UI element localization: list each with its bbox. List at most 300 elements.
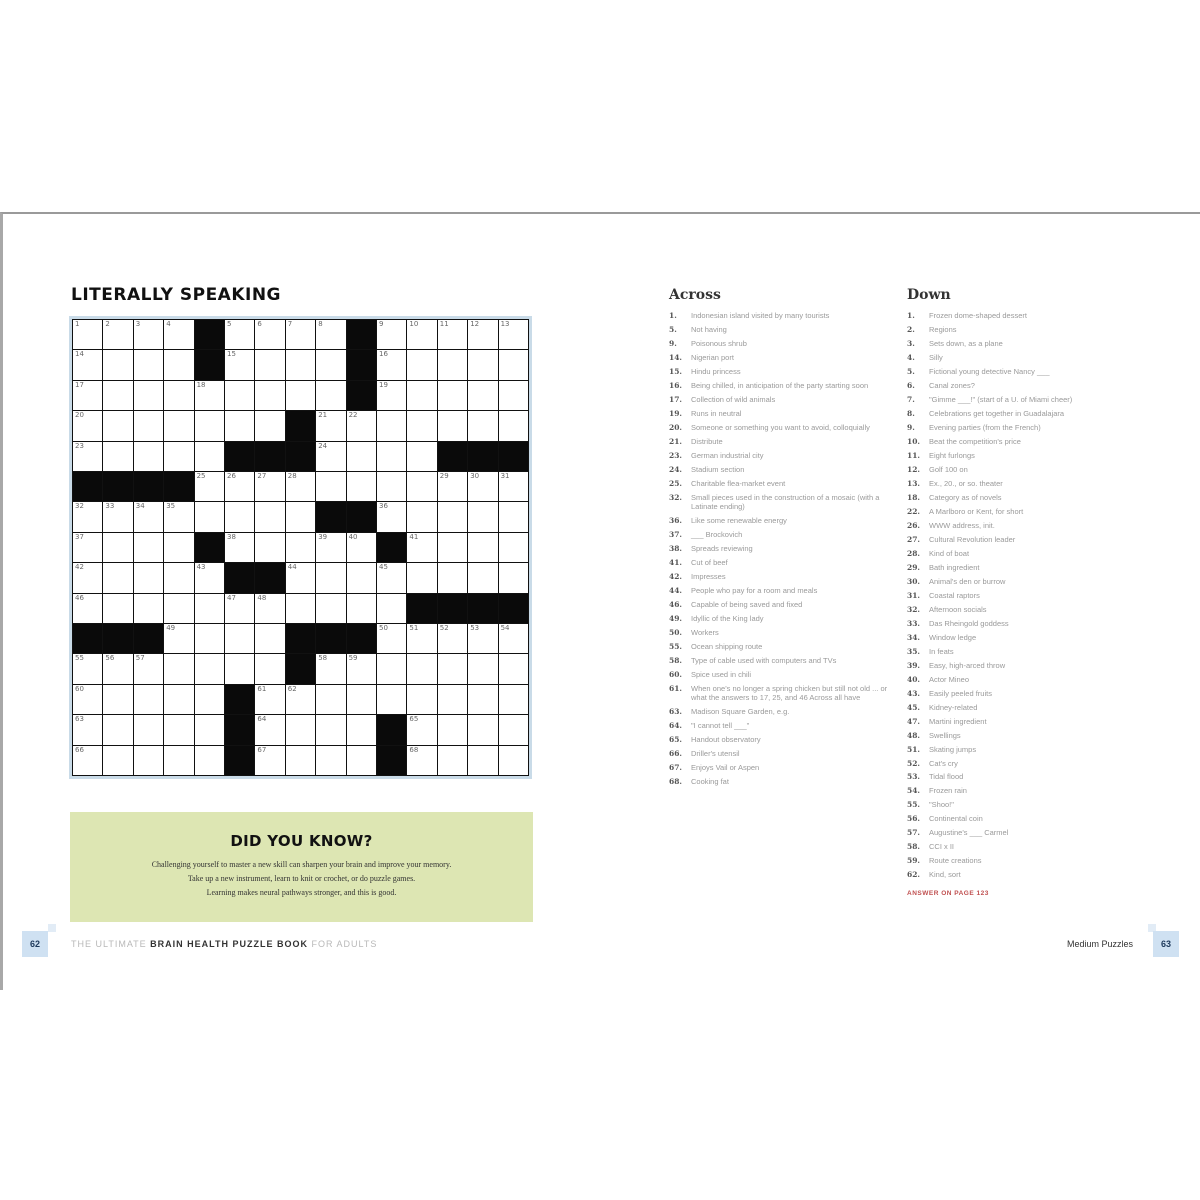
grid-cell[interactable] bbox=[134, 654, 163, 683]
grid-cell[interactable] bbox=[103, 563, 132, 592]
grid-cell[interactable] bbox=[286, 563, 315, 592]
cell-number: 37 bbox=[75, 532, 84, 541]
grid-cell[interactable] bbox=[438, 685, 467, 714]
grid-cell[interactable] bbox=[134, 715, 163, 744]
clue-item bbox=[907, 493, 1127, 502]
grid-cell[interactable] bbox=[407, 563, 436, 592]
clue-item bbox=[669, 530, 899, 539]
grid-cell[interactable] bbox=[225, 502, 254, 531]
cell-number: 20 bbox=[75, 411, 84, 420]
grid-cell[interactable] bbox=[438, 381, 467, 410]
clue-number: 11. bbox=[907, 450, 921, 460]
grid-cell[interactable] bbox=[134, 533, 163, 562]
grid-cell[interactable] bbox=[499, 746, 528, 775]
clue-number: 42. bbox=[669, 572, 683, 582]
clue-item bbox=[907, 549, 1127, 558]
grid-cell[interactable] bbox=[407, 502, 436, 531]
grid-cell[interactable] bbox=[438, 746, 467, 775]
grid-cell[interactable] bbox=[73, 715, 102, 744]
grid-cell[interactable] bbox=[407, 442, 436, 471]
clue-number: 18. bbox=[907, 492, 921, 502]
grid-cell[interactable] bbox=[134, 746, 163, 775]
grid-cell[interactable] bbox=[164, 320, 193, 349]
grid-cell[interactable] bbox=[347, 442, 376, 471]
grid-cell[interactable] bbox=[73, 350, 102, 379]
grid-cell[interactable] bbox=[499, 624, 528, 653]
grid-cell[interactable] bbox=[73, 563, 102, 592]
clue-number: 5. bbox=[669, 324, 677, 334]
clue-number: 1. bbox=[669, 311, 677, 320]
cell-number: 24 bbox=[318, 441, 328, 450]
grid-cell[interactable] bbox=[347, 715, 376, 744]
grid-cell[interactable] bbox=[468, 350, 497, 379]
grid-cell[interactable] bbox=[468, 654, 497, 683]
grid-block bbox=[407, 594, 436, 623]
grid-cell[interactable] bbox=[103, 381, 132, 410]
grid-cell[interactable] bbox=[164, 381, 193, 410]
clue-number: 31. bbox=[907, 590, 921, 600]
clue-text: Type of cable used with computers and TVs bbox=[691, 655, 837, 665]
cell-number: 42 bbox=[75, 563, 84, 572]
clue-item bbox=[907, 856, 1127, 865]
grid-cell[interactable] bbox=[438, 472, 467, 501]
grid-cell[interactable] bbox=[468, 563, 497, 592]
grid-block bbox=[73, 624, 102, 653]
grid-cell[interactable] bbox=[225, 472, 254, 501]
grid-cell[interactable] bbox=[377, 442, 406, 471]
grid-cell[interactable] bbox=[164, 411, 193, 440]
clue-text: Cut of beef bbox=[691, 558, 728, 568]
book-title-footer bbox=[71, 939, 377, 949]
grid-cell[interactable] bbox=[499, 472, 528, 501]
grid-cell[interactable] bbox=[316, 381, 345, 410]
clue-item bbox=[669, 339, 899, 348]
cell-number: 28 bbox=[287, 471, 297, 480]
cell-number: 66 bbox=[75, 745, 84, 754]
clue-number: 65. bbox=[669, 735, 683, 745]
down-clue-list bbox=[907, 311, 1127, 880]
clue-item bbox=[907, 409, 1127, 418]
grid-cell[interactable] bbox=[195, 746, 224, 775]
grid-cell[interactable] bbox=[286, 594, 315, 623]
clue-item bbox=[907, 689, 1127, 698]
clue-item bbox=[907, 605, 1127, 614]
grid-cell[interactable] bbox=[468, 685, 497, 714]
grid-cell[interactable] bbox=[377, 502, 406, 531]
book-title-bold: BRAIN HEALTH PUZZLE BOOK bbox=[150, 939, 308, 949]
grid-cell[interactable] bbox=[407, 381, 436, 410]
grid-cell[interactable] bbox=[407, 472, 436, 501]
grid-cell[interactable] bbox=[164, 685, 193, 714]
grid-cell[interactable] bbox=[103, 715, 132, 744]
grid-cell[interactable] bbox=[195, 411, 224, 440]
grid-cell[interactable] bbox=[255, 715, 284, 744]
grid-block bbox=[286, 442, 315, 471]
grid-cell[interactable] bbox=[73, 654, 102, 683]
grid-cell[interactable] bbox=[103, 533, 132, 562]
clue-text: Afternoon socials bbox=[929, 604, 987, 614]
grid-cell[interactable] bbox=[195, 594, 224, 623]
grid-cell[interactable] bbox=[316, 715, 345, 744]
grid-cell[interactable] bbox=[316, 654, 345, 683]
grid-cell[interactable] bbox=[377, 350, 406, 379]
grid-cell[interactable] bbox=[438, 533, 467, 562]
cell-number: 53 bbox=[470, 623, 480, 632]
clue-number: 1. bbox=[907, 311, 915, 320]
grid-cell[interactable] bbox=[407, 685, 436, 714]
grid-cell[interactable] bbox=[164, 594, 193, 623]
grid-cell[interactable] bbox=[316, 411, 345, 440]
grid-cell[interactable] bbox=[103, 411, 132, 440]
grid-cell[interactable] bbox=[225, 624, 254, 653]
grid-cell[interactable] bbox=[286, 715, 315, 744]
grid-cell[interactable] bbox=[195, 442, 224, 471]
grid-cell[interactable] bbox=[164, 654, 193, 683]
clue-item bbox=[669, 558, 899, 567]
clue-number: 46. bbox=[669, 599, 683, 609]
grid-cell[interactable] bbox=[134, 442, 163, 471]
book-title-pre: THE ULTIMATE bbox=[71, 939, 151, 949]
grid-cell[interactable] bbox=[377, 411, 406, 440]
grid-cell[interactable] bbox=[164, 533, 193, 562]
grid-cell[interactable] bbox=[255, 320, 284, 349]
clue-text: Handout observatory bbox=[691, 735, 761, 745]
clue-number: 15. bbox=[669, 366, 683, 376]
grid-cell[interactable] bbox=[73, 381, 102, 410]
grid-cell[interactable] bbox=[468, 472, 497, 501]
grid-cell[interactable] bbox=[255, 350, 284, 379]
grid-cell[interactable] bbox=[255, 411, 284, 440]
grid-cell[interactable] bbox=[468, 624, 497, 653]
grid-cell[interactable] bbox=[134, 350, 163, 379]
grid-cell[interactable] bbox=[499, 563, 528, 592]
grid-cell[interactable] bbox=[73, 746, 102, 775]
grid-cell[interactable] bbox=[468, 502, 497, 531]
grid-cell[interactable] bbox=[468, 381, 497, 410]
clue-number: 2. bbox=[907, 324, 915, 334]
clue-number: 4. bbox=[907, 352, 915, 362]
grid-cell[interactable] bbox=[499, 715, 528, 744]
grid-cell[interactable] bbox=[134, 685, 163, 714]
grid-cell[interactable] bbox=[468, 533, 497, 562]
clue-number: 3. bbox=[907, 338, 915, 348]
clue-text: Window ledge bbox=[929, 632, 977, 642]
clue-text: Silly bbox=[929, 352, 943, 362]
cell-number: 50 bbox=[378, 623, 388, 632]
grid-cell[interactable] bbox=[407, 411, 436, 440]
grid-cell[interactable] bbox=[73, 685, 102, 714]
grid-cell[interactable] bbox=[438, 502, 467, 531]
grid-cell[interactable] bbox=[347, 746, 376, 775]
grid-cell[interactable] bbox=[286, 320, 315, 349]
grid-block bbox=[316, 502, 345, 531]
grid-block bbox=[134, 472, 163, 501]
clue-number: 12. bbox=[907, 464, 921, 474]
grid-cell[interactable] bbox=[255, 472, 284, 501]
grid-cell[interactable] bbox=[73, 502, 102, 531]
clue-item bbox=[669, 642, 899, 651]
grid-cell[interactable] bbox=[499, 533, 528, 562]
grid-cell[interactable] bbox=[255, 594, 284, 623]
grid-cell[interactable] bbox=[255, 624, 284, 653]
grid-cell[interactable] bbox=[255, 381, 284, 410]
clue-item bbox=[907, 842, 1127, 851]
did-you-know-line: Challenging yourself to master a new skill can sharpen your brain and improve your memory. bbox=[151, 860, 452, 869]
cell-number: 22 bbox=[348, 411, 358, 420]
grid-cell[interactable] bbox=[164, 746, 193, 775]
grid-block bbox=[225, 442, 254, 471]
clue-item bbox=[907, 675, 1127, 684]
clue-text: "Shoo!" bbox=[929, 800, 954, 810]
grid-cell[interactable] bbox=[134, 411, 163, 440]
grid-cell[interactable] bbox=[347, 594, 376, 623]
grid-cell[interactable] bbox=[438, 563, 467, 592]
grid-cell[interactable] bbox=[195, 624, 224, 653]
grid-cell[interactable] bbox=[468, 320, 497, 349]
grid-cell[interactable] bbox=[255, 533, 284, 562]
grid-cell[interactable] bbox=[407, 654, 436, 683]
clue-number: 30. bbox=[907, 576, 921, 586]
grid-cell[interactable] bbox=[73, 411, 102, 440]
grid-cell[interactable] bbox=[316, 746, 345, 775]
grid-cell[interactable] bbox=[195, 654, 224, 683]
grid-cell[interactable] bbox=[316, 533, 345, 562]
grid-cell[interactable] bbox=[316, 563, 345, 592]
grid-cell[interactable] bbox=[103, 320, 132, 349]
cell-number: 4 bbox=[166, 320, 171, 328]
grid-cell[interactable] bbox=[286, 350, 315, 379]
grid-cell[interactable] bbox=[377, 685, 406, 714]
grid-cell[interactable] bbox=[103, 502, 132, 531]
clue-item bbox=[669, 367, 899, 376]
cell-number: 25 bbox=[196, 471, 206, 480]
grid-cell[interactable] bbox=[438, 320, 467, 349]
grid-cell[interactable] bbox=[255, 746, 284, 775]
clue-number: 36. bbox=[669, 516, 683, 526]
grid-cell[interactable] bbox=[73, 533, 102, 562]
grid-cell[interactable] bbox=[438, 350, 467, 379]
grid-cell[interactable] bbox=[164, 715, 193, 744]
grid-cell[interactable] bbox=[286, 381, 315, 410]
grid-cell[interactable] bbox=[103, 594, 132, 623]
grid-cell[interactable] bbox=[407, 320, 436, 349]
grid-cell[interactable] bbox=[286, 685, 315, 714]
grid-cell[interactable] bbox=[499, 685, 528, 714]
grid-cell[interactable] bbox=[407, 746, 436, 775]
clue-text: Cooking fat bbox=[691, 777, 729, 787]
clue-text: Regions bbox=[929, 324, 957, 334]
clue-item bbox=[907, 353, 1127, 362]
clue-number: 56. bbox=[907, 814, 921, 824]
clue-number: 59. bbox=[907, 856, 921, 866]
grid-cell[interactable] bbox=[134, 381, 163, 410]
clue-number: 45. bbox=[907, 702, 921, 712]
grid-cell[interactable] bbox=[286, 502, 315, 531]
grid-cell[interactable] bbox=[195, 715, 224, 744]
grid-cell[interactable] bbox=[164, 350, 193, 379]
grid-cell[interactable] bbox=[103, 685, 132, 714]
grid-cell[interactable] bbox=[286, 533, 315, 562]
clue-item bbox=[669, 516, 899, 525]
grid-cell[interactable] bbox=[438, 411, 467, 440]
grid-cell[interactable] bbox=[225, 594, 254, 623]
grid-cell[interactable] bbox=[499, 320, 528, 349]
grid-cell[interactable] bbox=[499, 502, 528, 531]
book-title-post: FOR ADULTS bbox=[308, 939, 378, 949]
grid-cell[interactable] bbox=[134, 563, 163, 592]
grid-cell[interactable] bbox=[255, 654, 284, 683]
clue-item bbox=[907, 367, 1127, 376]
grid-cell[interactable] bbox=[316, 350, 345, 379]
cell-number: 48 bbox=[257, 593, 267, 602]
grid-cell[interactable] bbox=[438, 715, 467, 744]
clue-text: People who pay for a room and meals bbox=[691, 586, 818, 595]
grid-cell[interactable] bbox=[499, 411, 528, 440]
cell-number: 5 bbox=[226, 320, 232, 328]
clue-number: 54. bbox=[907, 786, 921, 796]
grid-cell[interactable] bbox=[407, 715, 436, 744]
grid-cell[interactable] bbox=[164, 624, 193, 653]
grid-cell[interactable] bbox=[286, 746, 315, 775]
grid-block bbox=[347, 381, 376, 410]
clue-item bbox=[907, 703, 1127, 712]
clue-text: Spice used in chili bbox=[691, 669, 752, 679]
cell-number: 51 bbox=[409, 623, 419, 632]
grid-cell[interactable] bbox=[377, 594, 406, 623]
grid-cell[interactable] bbox=[347, 411, 376, 440]
grid-cell[interactable] bbox=[407, 624, 436, 653]
clue-text: Not having bbox=[691, 324, 727, 334]
clue-item bbox=[907, 814, 1127, 823]
clue-number: 39. bbox=[907, 660, 921, 670]
grid-cell[interactable] bbox=[225, 533, 254, 562]
grid-cell[interactable] bbox=[225, 350, 254, 379]
grid-block bbox=[255, 442, 284, 471]
grid-cell[interactable] bbox=[225, 381, 254, 410]
clue-item bbox=[907, 745, 1127, 754]
grid-cell[interactable] bbox=[468, 746, 497, 775]
clue-text: Frozen dome-shaped dessert bbox=[929, 311, 1027, 320]
clue-text: ___ Brockovich bbox=[691, 530, 743, 540]
grid-cell[interactable] bbox=[316, 685, 345, 714]
cell-number: 15 bbox=[226, 350, 236, 359]
grid-cell[interactable] bbox=[225, 654, 254, 683]
grid-cell[interactable] bbox=[286, 472, 315, 501]
grid-cell[interactable] bbox=[73, 442, 102, 471]
clue-text: Cultural Revolution leader bbox=[929, 534, 1016, 544]
grid-cell[interactable] bbox=[316, 320, 345, 349]
grid-cell[interactable] bbox=[347, 533, 376, 562]
clue-text: Skating jumps bbox=[929, 744, 977, 754]
clue-item bbox=[907, 311, 1127, 320]
grid-cell[interactable] bbox=[377, 563, 406, 592]
grid-cell[interactable] bbox=[103, 654, 132, 683]
clue-item bbox=[907, 395, 1127, 404]
cell-number: 62 bbox=[287, 684, 297, 693]
grid-cell[interactable] bbox=[195, 685, 224, 714]
grid-cell[interactable] bbox=[103, 442, 132, 471]
grid-cell[interactable] bbox=[407, 533, 436, 562]
grid-cell[interactable] bbox=[438, 654, 467, 683]
grid-cell[interactable] bbox=[377, 381, 406, 410]
grid-cell[interactable] bbox=[134, 594, 163, 623]
grid-cell[interactable] bbox=[377, 654, 406, 683]
clue-text: Impresses bbox=[691, 572, 726, 582]
clue-number: 58. bbox=[669, 655, 683, 665]
grid-cell[interactable] bbox=[377, 320, 406, 349]
cell-number: 46 bbox=[75, 593, 84, 602]
clue-number: 60. bbox=[669, 669, 683, 679]
grid-cell[interactable] bbox=[347, 685, 376, 714]
grid-cell[interactable] bbox=[134, 320, 163, 349]
grid-cell[interactable] bbox=[377, 472, 406, 501]
grid-cell[interactable] bbox=[225, 411, 254, 440]
grid-cell[interactable] bbox=[316, 594, 345, 623]
grid-cell[interactable] bbox=[73, 594, 102, 623]
clue-item bbox=[907, 647, 1127, 656]
grid-cell[interactable] bbox=[347, 563, 376, 592]
clue-number: 49. bbox=[669, 613, 683, 623]
grid-cell[interactable] bbox=[499, 350, 528, 379]
clue-item bbox=[669, 721, 899, 730]
clue-text: Idyllic of the King lady bbox=[691, 613, 764, 623]
clue-item bbox=[669, 409, 899, 418]
cell-number: 16 bbox=[378, 350, 388, 359]
grid-cell[interactable] bbox=[164, 563, 193, 592]
clue-text: Martini ingredient bbox=[929, 716, 987, 726]
grid-block bbox=[377, 746, 406, 775]
grid-cell[interactable] bbox=[468, 715, 497, 744]
clue-item bbox=[669, 628, 899, 637]
clue-text: Hindu princess bbox=[691, 366, 741, 376]
grid-cell[interactable] bbox=[164, 502, 193, 531]
grid-cell[interactable] bbox=[499, 654, 528, 683]
grid-cell[interactable] bbox=[438, 624, 467, 653]
grid-cell[interactable] bbox=[195, 381, 224, 410]
cell-number: 12 bbox=[470, 320, 480, 328]
grid-cell[interactable] bbox=[73, 320, 102, 349]
cell-number: 35 bbox=[166, 502, 176, 511]
grid-cell[interactable] bbox=[347, 654, 376, 683]
grid-cell[interactable] bbox=[195, 502, 224, 531]
cell-number: 33 bbox=[105, 502, 115, 511]
grid-cell[interactable] bbox=[407, 350, 436, 379]
grid-cell[interactable] bbox=[103, 746, 132, 775]
grid-cell[interactable] bbox=[103, 350, 132, 379]
grid-cell[interactable] bbox=[316, 442, 345, 471]
clue-number: 21. bbox=[669, 436, 683, 446]
grid-cell[interactable] bbox=[255, 502, 284, 531]
clue-number: 53. bbox=[907, 772, 921, 782]
grid-cell[interactable] bbox=[164, 442, 193, 471]
clue-text: In feats bbox=[929, 646, 954, 656]
clue-item bbox=[669, 763, 899, 772]
grid-cell[interactable] bbox=[499, 381, 528, 410]
grid-cell[interactable] bbox=[195, 563, 224, 592]
grid-cell[interactable] bbox=[347, 472, 376, 501]
grid-cell[interactable] bbox=[225, 320, 254, 349]
grid-cell[interactable] bbox=[468, 411, 497, 440]
cell-number: 38 bbox=[226, 532, 236, 541]
grid-cell[interactable] bbox=[255, 685, 284, 714]
grid-cell[interactable] bbox=[134, 502, 163, 531]
clue-number: 61. bbox=[669, 683, 683, 693]
cell-number: 59 bbox=[348, 654, 358, 663]
grid-cell[interactable] bbox=[377, 624, 406, 653]
grid-cell[interactable] bbox=[316, 472, 345, 501]
grid-cell[interactable] bbox=[195, 472, 224, 501]
crossword-grid[interactable] bbox=[72, 319, 529, 776]
